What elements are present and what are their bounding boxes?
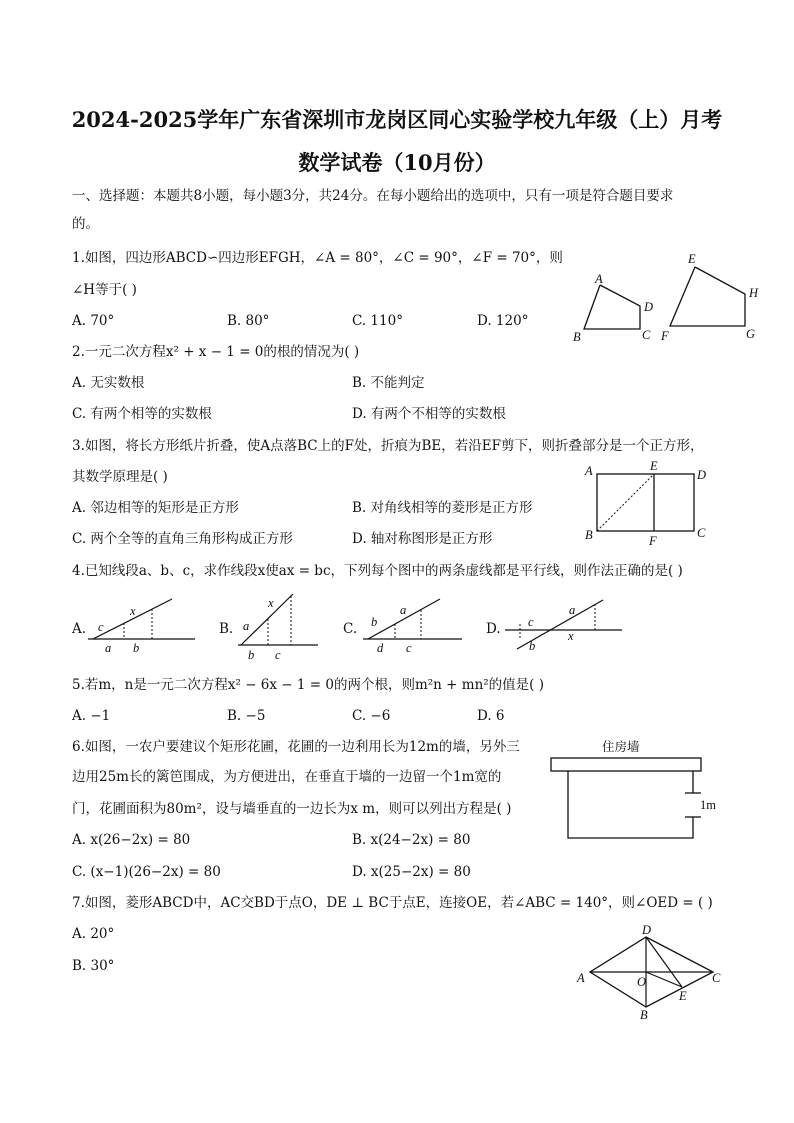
- q4b-label-b: b: [248, 648, 255, 662]
- q3-label-f: F: [649, 534, 657, 548]
- q1-label-a: A: [595, 272, 603, 286]
- q3-label-b: B: [585, 528, 593, 542]
- question-2-text: 2.一元二次方程x² + x − 1 = 0的根的情况为( ): [72, 344, 360, 360]
- question-4-text: 4.已知线段a、b、c，求作线段x使ax = bc，下列每个图中的两条虚线都是平行线，则作法正确的是( ): [72, 563, 683, 579]
- q1-label-c: C: [642, 328, 651, 342]
- q6-option-b[interactable]: B. x(24−2x) = 80: [352, 832, 471, 848]
- q3-option-a[interactable]: A. 邻边相等的矩形是正方形: [72, 500, 239, 516]
- q5-option-b[interactable]: B. −5: [227, 708, 266, 724]
- q2-option-b[interactable]: B. 不能判定: [352, 375, 425, 391]
- q7-label-a: A: [577, 971, 585, 985]
- question-5-text: 5.若m，n是一元二次方程x² − 6x − 1 = 0的两个根，则m²n + mn²的值是( ): [72, 677, 544, 693]
- q3-label-c: C: [697, 526, 706, 540]
- q6-wall-label: 住房墙: [602, 740, 640, 754]
- q4-option-d[interactable]: D.: [486, 621, 501, 637]
- q1-label-h: H: [749, 286, 759, 300]
- q4d-label-c: c: [528, 615, 534, 629]
- question-3-text-cont: 其数学原理是( ): [72, 469, 168, 485]
- q4-option-a[interactable]: A.: [72, 621, 87, 637]
- q3-option-c[interactable]: C. 两个全等的直角三角形构成正方形: [72, 531, 293, 547]
- q1-label-d: D: [644, 300, 654, 314]
- question-6-text-cont1: 边用25m长的篱笆围成，为方便进出，在垂直于墙的一边留一个1m宽的: [72, 769, 502, 785]
- q7-option-b[interactable]: B. 30°: [72, 958, 115, 974]
- q3-label-d: D: [697, 468, 707, 482]
- q4b-label-c: c: [275, 648, 281, 662]
- q3-label-a: A: [585, 464, 593, 478]
- q4a-label-a: a: [105, 641, 112, 655]
- q1-label-b: B: [573, 330, 581, 344]
- q4-figure-d: [502, 595, 627, 657]
- q5-option-c[interactable]: C. −6: [352, 708, 391, 724]
- q4-option-c[interactable]: C.: [343, 621, 358, 637]
- q3-label-e: E: [650, 459, 658, 473]
- q4a-label-x: x: [130, 604, 136, 618]
- q4d-label-b: b: [529, 639, 536, 653]
- q1-figure-quadrilaterals: [570, 250, 770, 350]
- q2-option-a[interactable]: A. 无实数根: [72, 375, 145, 391]
- section-header-cont: 的。: [72, 216, 99, 232]
- q4c-label-a: a: [400, 603, 407, 617]
- q7-label-d: D: [642, 923, 652, 937]
- q4-figure-a: [85, 595, 200, 655]
- q7-label-o: O: [637, 975, 647, 989]
- q5-option-d[interactable]: D. 6: [477, 708, 505, 724]
- q2-option-c[interactable]: C. 有两个相等的实数根: [72, 406, 212, 422]
- question-1-text-cont: ∠H等于( ): [72, 282, 137, 298]
- q4-figure-c: [360, 595, 470, 657]
- q6-option-c[interactable]: C. (x−1)(26−2x) = 80: [72, 864, 221, 880]
- q4d-label-a: a: [569, 603, 576, 617]
- question-6-text: 6.如图，一农户要建议个矩形花圃，花圃的一边利用长为12m的墙，另外三: [72, 739, 520, 755]
- q3-option-b[interactable]: B. 对角线相等的菱形是正方形: [352, 500, 533, 516]
- q7-label-b: B: [640, 1008, 648, 1022]
- q1-label-e: E: [688, 252, 696, 266]
- q7-label-c: C: [712, 971, 721, 985]
- q4b-label-x: x: [268, 596, 274, 610]
- q4c-label-c: c: [406, 641, 412, 655]
- q4-figure-b: [235, 590, 325, 665]
- q4d-label-x: x: [568, 629, 574, 643]
- q4a-label-b: b: [133, 641, 140, 655]
- q4a-label-c: c: [98, 620, 104, 634]
- q1-option-c[interactable]: C. 110°: [352, 313, 403, 329]
- q2-option-d[interactable]: D. 有两个不相等的实数根: [352, 406, 506, 422]
- q1-label-f: F: [661, 329, 669, 343]
- q7-figure-rhombus: [574, 920, 734, 1025]
- exam-title-line2: 数学试卷（10月份）: [298, 150, 496, 175]
- question-3-text: 3.如图，将长方形纸片折叠，使A点落BC上的F处，折痕为BE，若沿EF剪下，则折叠部分是一个正方形，: [72, 438, 704, 454]
- q4b-label-a: a: [243, 619, 250, 633]
- q6-door-label: 1m: [700, 798, 716, 812]
- question-1-text: 1.如图，四边形ABCD∽四边形EFGH，∠A = 80°，∠C = 90°，∠F = 70°，则: [72, 250, 563, 266]
- q1-option-b[interactable]: B. 80°: [227, 313, 270, 329]
- question-6-text-cont2: 门，花圃面积为80m²，设与墙垂直的一边长为x m，则可以列出方程是( ): [72, 801, 512, 817]
- q4c-label-b: b: [371, 615, 378, 629]
- q6-option-d[interactable]: D. x(25−2x) = 80: [352, 864, 471, 880]
- q7-option-a[interactable]: A. 20°: [72, 926, 115, 942]
- exam-title-line1: 2024-2025学年广东省深圳市龙岗区同心实验学校九年级（上）月考: [71, 107, 723, 132]
- question-7-text: 7.如图，菱形ABCD中，AC交BD于点O，DE ⊥ BC于点E，连接OE，若∠ABC = 140°，则∠OED = ( ): [72, 895, 713, 911]
- q5-option-a[interactable]: A. −1: [72, 708, 111, 724]
- q1-option-a[interactable]: A. 70°: [72, 313, 115, 329]
- q1-label-g: G: [746, 327, 756, 341]
- q6-figure-garden: [548, 735, 728, 850]
- section-header: 一、选择题：本题共8小题，每小题3分，共24分。在每小题给出的选项中，只有一项是符合题目要求: [72, 188, 674, 204]
- q1-option-d[interactable]: D. 120°: [477, 313, 529, 329]
- q4-option-b[interactable]: B.: [219, 621, 234, 637]
- q3-figure-folded-rectangle: [580, 458, 720, 548]
- q4c-label-d: d: [377, 641, 384, 655]
- q7-label-e: E: [679, 989, 687, 1003]
- q6-option-a[interactable]: A. x(26−2x) = 80: [72, 832, 191, 848]
- q3-option-d[interactable]: D. 轴对称图形是正方形: [352, 531, 493, 547]
